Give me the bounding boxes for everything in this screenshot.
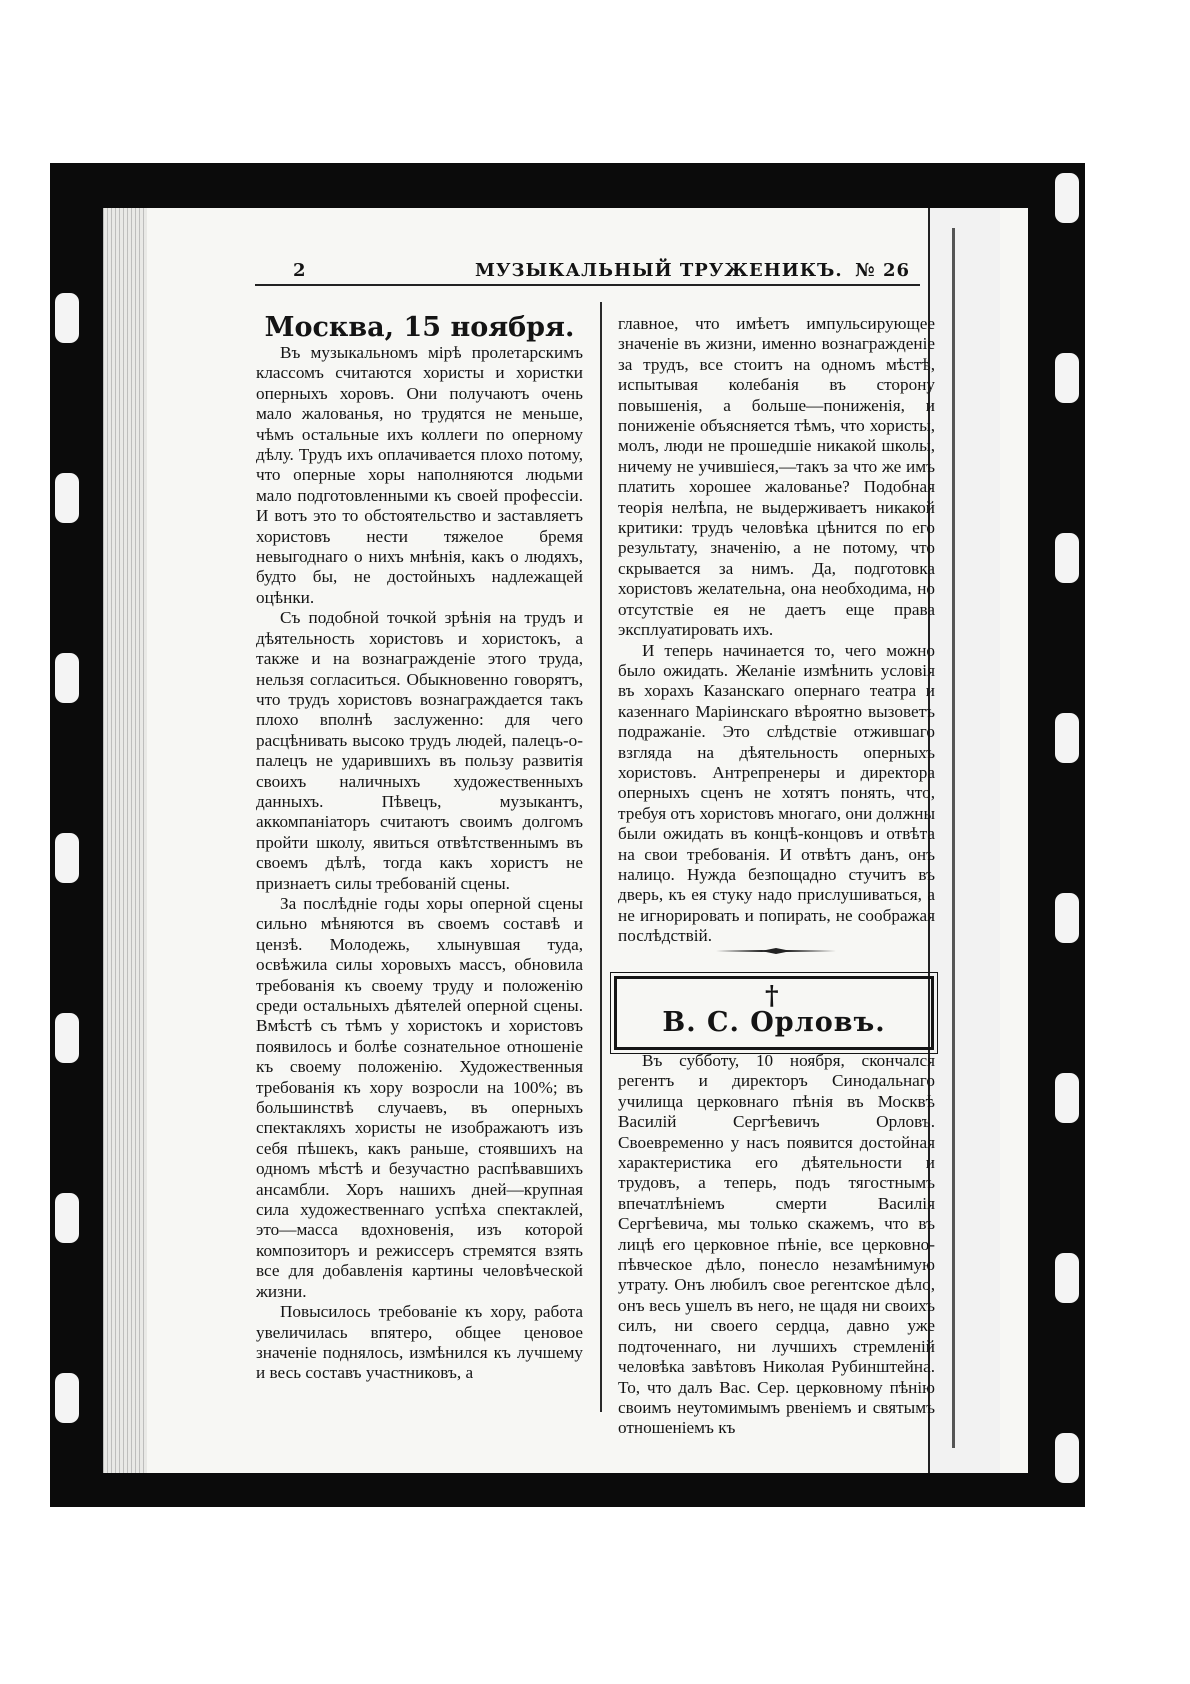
film-sprocket-hole	[55, 293, 79, 343]
film-sprocket-hole	[1055, 893, 1079, 943]
article-paragraph: Съ подобной точкой зрѣнія на трудъ и дѣятельность хористовъ и хористокъ, а также и на вознагражденіе этого труда, нельзя согласиться. Обыкновенно говорятъ, что трудъ хористовъ вознаграждается такъ плохо вполнѣ заслуженно: для чего расцѣнивать высоко трудъ людей, палецъ-о-палецъ не ударившихъ въ пользу развитія своихъ наличныхъ художественныхъ данныхъ. Пѣвецъ, музыкантъ, аккомпаніаторъ считаютъ своимъ долгомъ пройти школу, явиться отвѣтственнымъ въ своемъ дѣлѣ, тогда какъ хористъ не признаетъ силы требованій сцены.	[256, 608, 583, 893]
page-number: 2	[293, 260, 307, 281]
film-sprocket-hole	[55, 1373, 79, 1423]
film-sprocket-hole	[1055, 533, 1079, 583]
article-column-right	[618, 314, 935, 947]
article-paragraph: главное, что имѣетъ импульсирующее значеніе въ жизни, именно вознагражденіе за трудъ, все стоитъ на одномъ мѣстѣ, испытывая колебанія въ сторону повышенія, а больше—пониженія, и пониженіе объясняется тѣмъ, что хористы, молъ, люди не прошедшіе никакой школы, ничему не учившіеся,—такъ за что же имъ платить хорошее жалованье? Подобная теорія нелѣпа, не выдерживаетъ никакой критики: трудъ человѣка цѣнится по его результату, значенію, а не потому, что скрывается за нимъ. Да, подготовка хористовъ желательна, она необходима, но отсутствіе ея не даетъ еще права эксплуатировать ихъ.	[618, 314, 935, 640]
film-sprocket-hole	[1055, 1073, 1079, 1123]
running-header	[255, 258, 920, 286]
film-sprocket-hole	[55, 653, 79, 703]
film-sprocket-hole	[1055, 353, 1079, 403]
obituary-column	[618, 1051, 935, 1439]
article-column-left	[256, 343, 583, 1384]
adjacent-page-edge	[928, 208, 1000, 1473]
page-gutter-shadow	[103, 208, 147, 1473]
film-sprocket-hole	[1055, 173, 1079, 223]
article-title: Москва, 15 ноября.	[264, 312, 575, 343]
film-sprocket-hole	[1055, 713, 1079, 763]
film-sprocket-hole	[55, 1013, 79, 1063]
issue-number: № 26	[855, 260, 910, 281]
film-sprocket-hole	[55, 833, 79, 883]
obituary-title-box	[614, 976, 934, 1050]
section-fleuron	[716, 948, 836, 954]
obituary-paragraph: Въ субботу, 10 ноября, скончался регентъ и директоръ Синодальнаго училища церковнаго пѣнія въ Москвѣ Василій Сергѣевичъ Орловъ. Своевременно у насъ появится достойная характеристика его дѣятельности и трудовъ, а теперь, подъ тягостнымъ впечатлѣніемъ смерти Василія Сергѣевича, мы только скажемъ, что въ лицѣ его церковное пѣніе, все церковно-пѣвческое дѣло, понесло незамѣнимую утрату. Онъ любилъ свое регентское дѣло, онъ весь ушелъ въ него, не щадя ни своихъ силъ, ни своего сердца, давно уже подточеннаго, ни лучшихъ стремленій человѣка завѣтовъ Николая Рубинштейна. То, что далъ Вас. Сер. церковному пѣнію своимъ неутомимымъ рвеніемъ и святымъ отношеніемъ къ	[618, 1051, 935, 1438]
film-sprocket-hole	[55, 473, 79, 523]
cross-icon: †	[765, 981, 779, 1011]
article-paragraph: Повысилось требованіе къ хору, работа увеличилась впятеро, общее ценовое значеніе поднялось, измѣнился къ лучшему и весь составъ участниковъ, а	[256, 1302, 583, 1383]
film-sprocket-hole	[1055, 1253, 1079, 1303]
article-paragraph: За послѣдніе годы хоры оперной сцены сильно мѣняются въ своемъ составѣ и цензѣ. Молодежь, хлынувшая туда, освѣжила силы хоровыхъ массъ, обновила требованія къ своему труду и положенію среди остальныхъ дѣятелей оперной сцены. Вмѣстѣ съ тѣмъ у хористокъ и хористовъ появилось и болѣе сознательное отношеніе къ своему положенію. Художественныя требованія къ хору возросли на 100%; въ большинствѣ случаевъ, въ оперныхъ спектакляхъ хористы не изображаютъ изъ себя пѣшекъ, какъ раньше, стоявшихъ на одномъ мѣстѣ и безучастно распѣвавшихъ ансамбли. Хоръ нашихъ дней—крупная сила художественнаго успѣха спектаклей, это—масса вдохновенія, изъ которой композиторъ и режиссеръ стремятся взять все для добавленія картины человѣческой жизни.	[256, 893, 583, 1301]
column-divider	[600, 302, 602, 1412]
article-paragraph: И теперь начинается то, чего можно было ожидать. Желаніе измѣнить условія въ хорахъ Казанскаго опернаго театра и казеннаго Маріинскаго вѣроятно вызоветъ подражаніе. Это слѣдствіе отжившаго взгляда на дѣятельность оперныхъ хористовъ. Антрепренеры и директора оперныхъ сценъ не хотятъ понять, что, требуя отъ хористовъ многаго, они должны были ожидать въ концѣ-концовъ и отвѣта на свои требованія. И отвѣтъ данъ, онъ налицо. Нужда безпощадно стучитъ въ дверь, къ ея стуку надо прислушиваться, а не игнорировать и попирать, не соображая послѣдствій.	[618, 640, 935, 946]
film-sprocket-hole	[1055, 1433, 1079, 1483]
obituary-title: В. С. Орловъ.	[662, 1007, 886, 1038]
article-paragraph: Въ музыкальномъ мірѣ пролетарскимъ классомъ считаются хористы и хористки оперныхъ хоровъ. Они получаютъ очень мало жалованья, но трудятся не меньше, чѣмъ остальные ихъ коллеги по оперному дѣлу. Трудъ ихъ оплачивается плохо потому, что оперные хоры наполняются людьми мало подготовленными къ своей профессіи. И вотъ это то обстоятельство и заставляетъ хористовъ нести тяжелое бремя невыгоднаго о нихъ мнѣнія, какъ о людяхъ, будто бы, не достойныхъ надлежащей оцѣнки.	[256, 343, 583, 607]
journal-title: МУЗЫКАЛЬНЫЙ ТРУЖЕНИКЪ.	[475, 260, 843, 281]
film-sprocket-hole	[55, 1193, 79, 1243]
